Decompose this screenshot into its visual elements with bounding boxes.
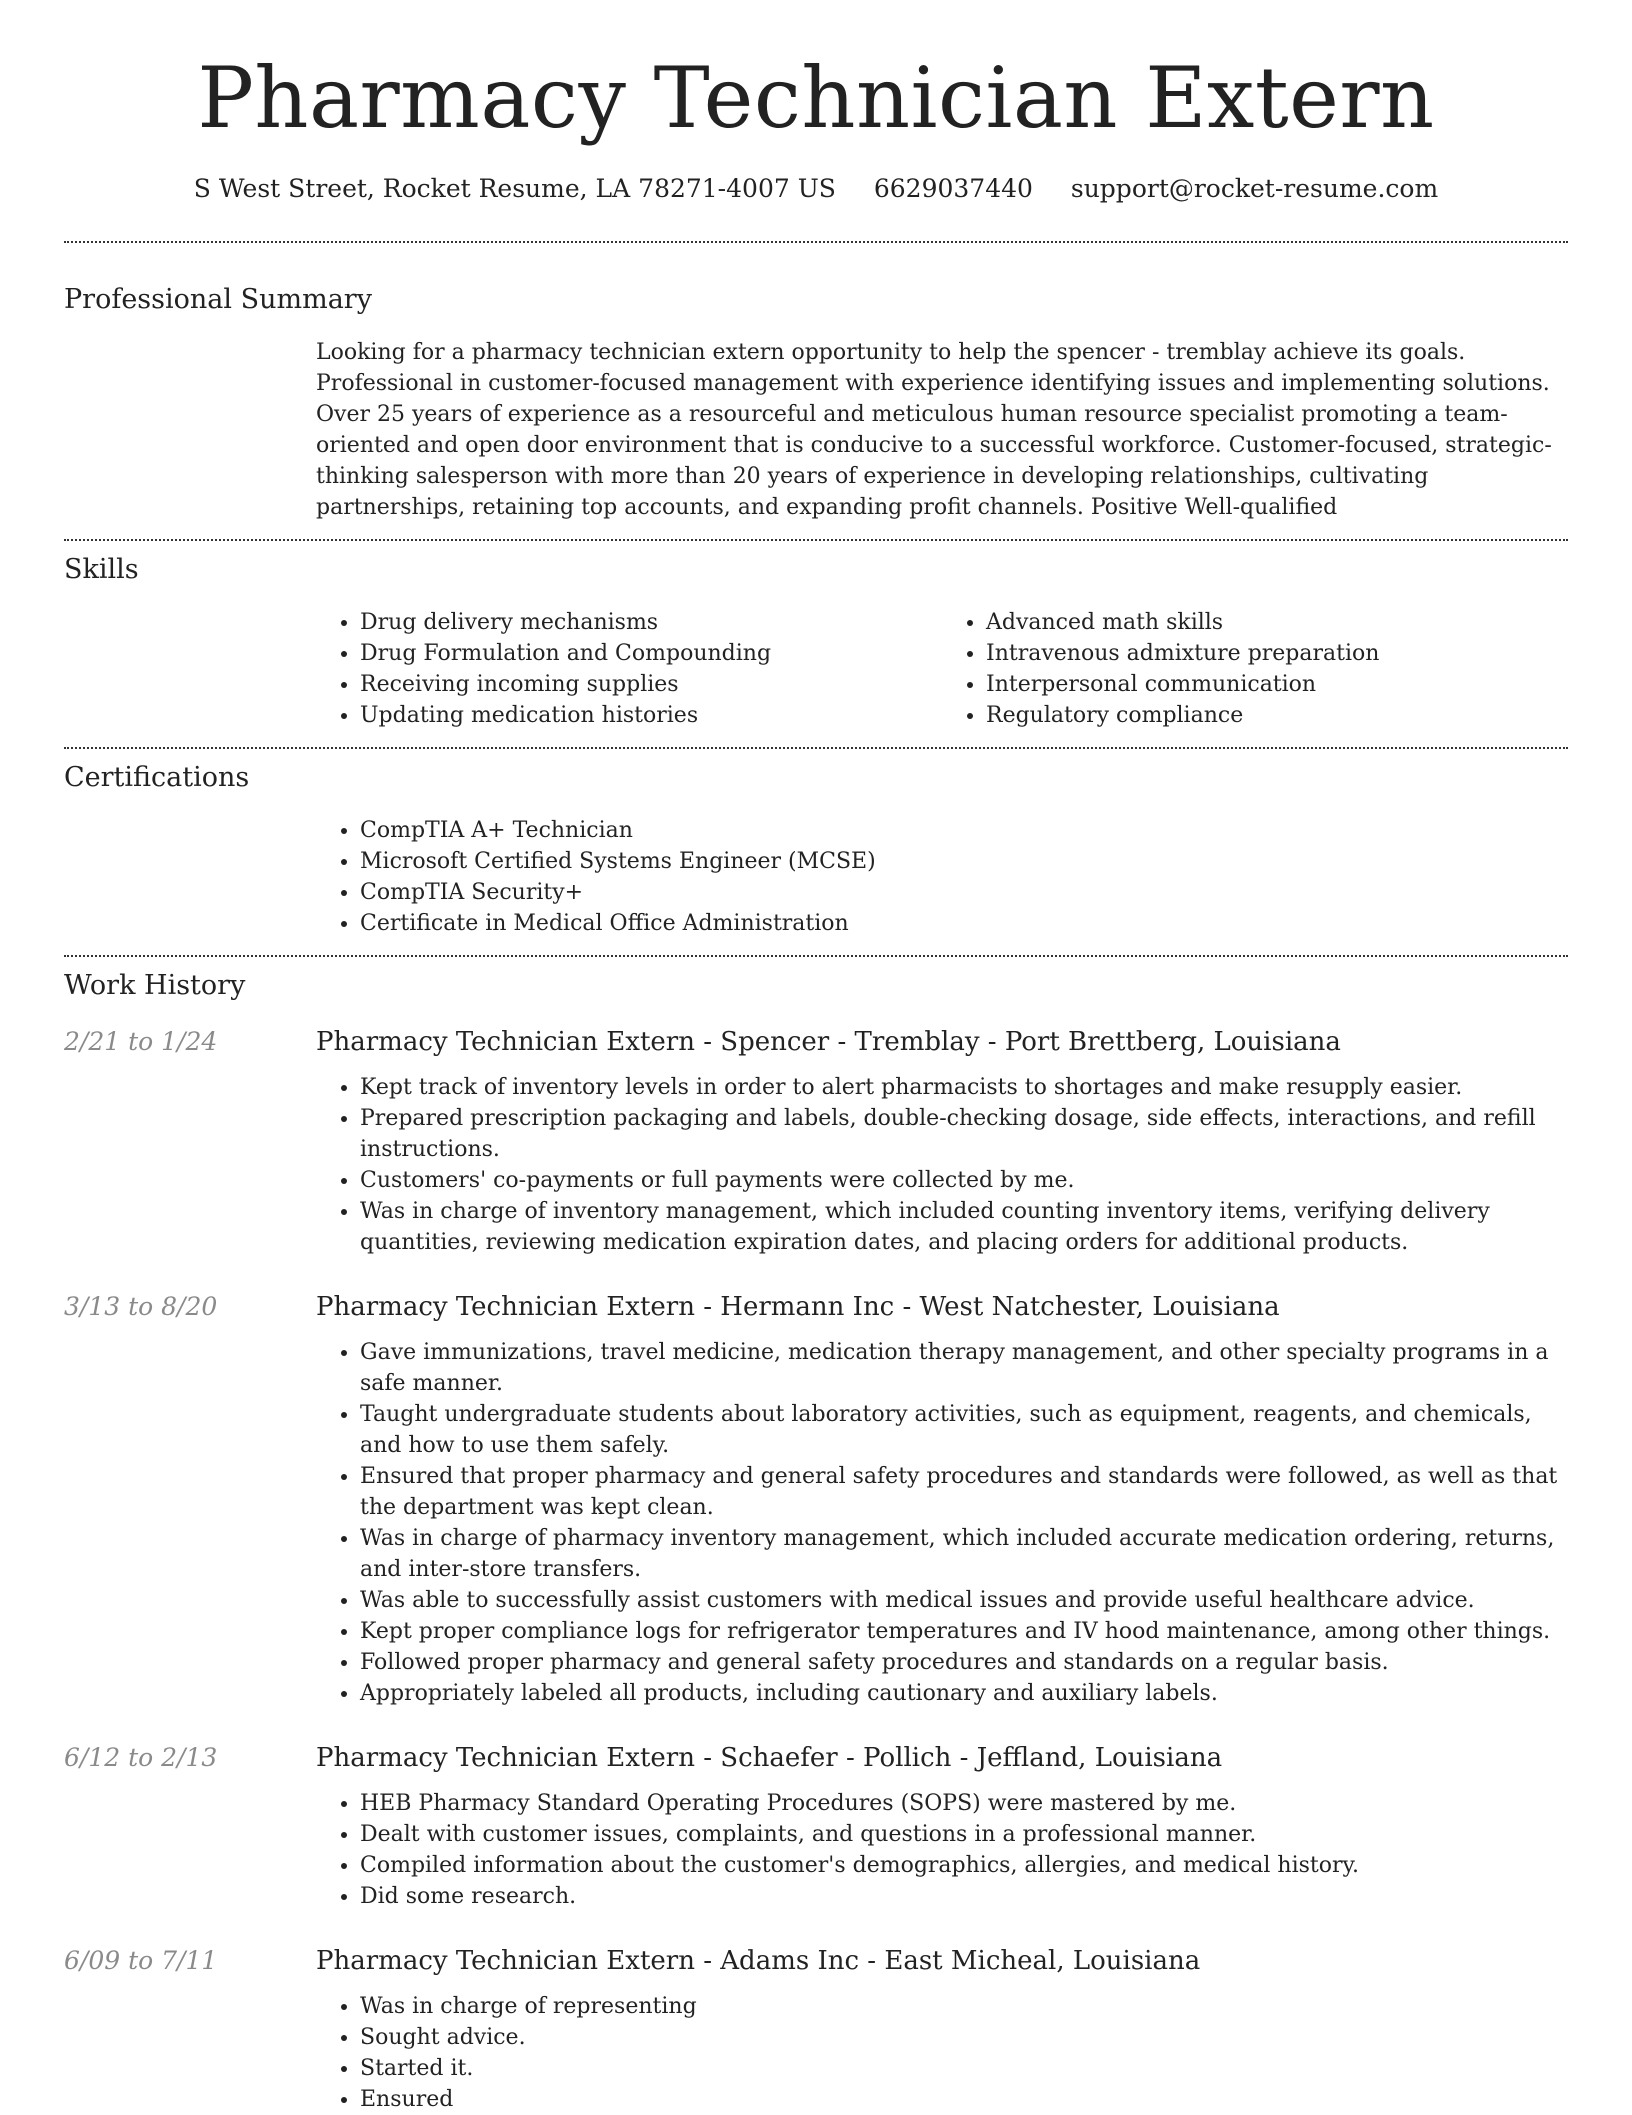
list-item: • Followed proper pharmacy and general safety procedures and standards on a regular basis. [360, 1647, 1568, 1678]
job-bullets [316, 1072, 1568, 1258]
summary-title: Professional Summary [64, 284, 372, 315]
summary-section [0, 286, 1632, 523]
contact-phone: 6629037440 [873, 174, 1033, 203]
list-item: • Drug Formulation and Compounding [360, 638, 942, 669]
list-item: • Appropriately labeled all products, including cautionary and auxiliary labels. [360, 1678, 1568, 1709]
list-item: • Was able to successfully assist customers with medical issues and provide useful healthcare advice. [360, 1585, 1568, 1616]
list-item: • Ensured [360, 2084, 1568, 2115]
list-item: • Sought advice. [360, 2022, 1568, 2053]
job-dates: 6/09 to 7/11 [64, 1946, 218, 1975]
list-item: • Prepared prescription packaging and labels, double-checking dosage, side effects, interactions, and refill instructions. [360, 1103, 1568, 1165]
list-item: • Started it. [360, 2053, 1568, 2084]
job-title: Pharmacy Technician Extern - Schaefer - Pollich - Jeffland, Louisiana [316, 1743, 1223, 1773]
list-item: • Was in charge of representing [360, 1991, 1568, 2022]
job-title: Pharmacy Technician Extern - Spencer - Tremblay - Port Brettberg, Louisiana [316, 1027, 1341, 1057]
job-title: Pharmacy Technician Extern - Hermann Inc - West Natchester, Louisiana [316, 1292, 1280, 1322]
list-item: • Ensured that proper pharmacy and general safety procedures and standards were followed, as well as that the department was kept clean. [360, 1461, 1568, 1523]
divider [64, 241, 1568, 243]
job-entry [0, 1292, 1632, 1709]
list-item: • Receiving incoming supplies [360, 669, 942, 700]
list-item: • Customers' co-payments or full payments were collected by me. [360, 1165, 1568, 1196]
list-item: • Drug delivery mechanisms [360, 607, 942, 638]
list-item: • Compiled information about the customer's demographics, allergies, and medical history. [360, 1850, 1568, 1881]
skills-list-right [942, 607, 1568, 731]
divider [64, 747, 1568, 749]
list-item: • Regulatory compliance [986, 700, 1568, 731]
list-item: • CompTIA Security+ [360, 877, 1568, 908]
list-item: • Microsoft Certified Systems Engineer (MCSE) [360, 846, 1568, 877]
divider [64, 539, 1568, 541]
list-item: • Did some research. [360, 1881, 1568, 1912]
skills-title: Skills [64, 554, 139, 585]
job-entry [0, 1027, 1632, 1258]
list-item: • Interpersonal communication [986, 669, 1568, 700]
job-entry [0, 1946, 1632, 2115]
list-item: • HEB Pharmacy Standard Operating Procedures (SOPS) were mastered by me. [360, 1788, 1568, 1819]
contact-line [0, 176, 1632, 201]
certifications-list [316, 815, 1568, 939]
job-title: Pharmacy Technician Extern - Adams Inc - East Micheal, Louisiana [316, 1946, 1201, 1976]
contact-email: support@rocket-resume.com [1070, 174, 1439, 203]
list-item: • Taught undergraduate students about laboratory activities, such as equipment, reagents, and chemicals, and how to use them safely. [360, 1399, 1568, 1461]
list-item: • Certificate in Medical Office Administration [360, 908, 1568, 939]
list-item: • Was in charge of pharmacy inventory management, which included accurate medication ordering, returns, and inter-store transfers. [360, 1523, 1568, 1585]
job-bullets [316, 1991, 1568, 2115]
skills-list-left [316, 607, 942, 731]
work-history-section [0, 972, 1632, 2115]
work-history-title: Work History [64, 970, 246, 1001]
list-item: • Updating medication histories [360, 700, 942, 731]
certifications-title: Certifications [64, 762, 250, 793]
job-dates: 2/21 to 1/24 [64, 1027, 218, 1056]
resume-name: Pharmacy Technician Extern [197, 49, 1435, 147]
list-item: • Advanced math skills [986, 607, 1568, 638]
list-item: • Gave immunizations, travel medicine, medication therapy management, and other specialty programs in a safe manner. [360, 1337, 1568, 1399]
job-bullets [316, 1337, 1568, 1709]
certifications-section [0, 764, 1632, 939]
divider [64, 955, 1568, 957]
list-item: • Kept track of inventory levels in order to alert pharmacists to shortages and make resupply easier. [360, 1072, 1568, 1103]
job-entry [0, 1743, 1632, 1912]
list-item: • Dealt with customer issues, complaints, and questions in a professional manner. [360, 1819, 1568, 1850]
list-item: • Intravenous admixture preparation [986, 638, 1568, 669]
skills-section [0, 556, 1632, 731]
contact-address: S West Street, Rocket Resume, LA 78271-4007 US [193, 174, 836, 203]
skills-grid [316, 607, 1568, 731]
job-bullets [316, 1788, 1568, 1912]
list-item: • Was in charge of inventory management, which included counting inventory items, verifying delivery quantities, reviewing medication expiration dates, and placing orders for additional products. [360, 1196, 1568, 1258]
job-dates: 6/12 to 2/13 [64, 1743, 218, 1772]
summary-text: Looking for a pharmacy technician extern opportunity to help the spencer - tremblay achieve its goals. Professional in customer-focused management with experience identifying issues and implementing solutions. Over 25 years of experience as a resourceful and meticulous human resource specialist promoting a team-oriented and open door environment that is conducive to a successful workforce. Customer-focused, strategic-thinking salesperson with more than 20 years of experience in developing relationships, cultivating partnerships, retaining top accounts, and expanding profit channels. Positive Well-qualified [316, 340, 1552, 520]
list-item: • Kept proper compliance logs for refrigerator temperatures and IV hood maintenance, among other things. [360, 1616, 1568, 1647]
job-dates: 3/13 to 8/20 [64, 1292, 218, 1321]
list-item: • CompTIA A+ Technician [360, 815, 1568, 846]
